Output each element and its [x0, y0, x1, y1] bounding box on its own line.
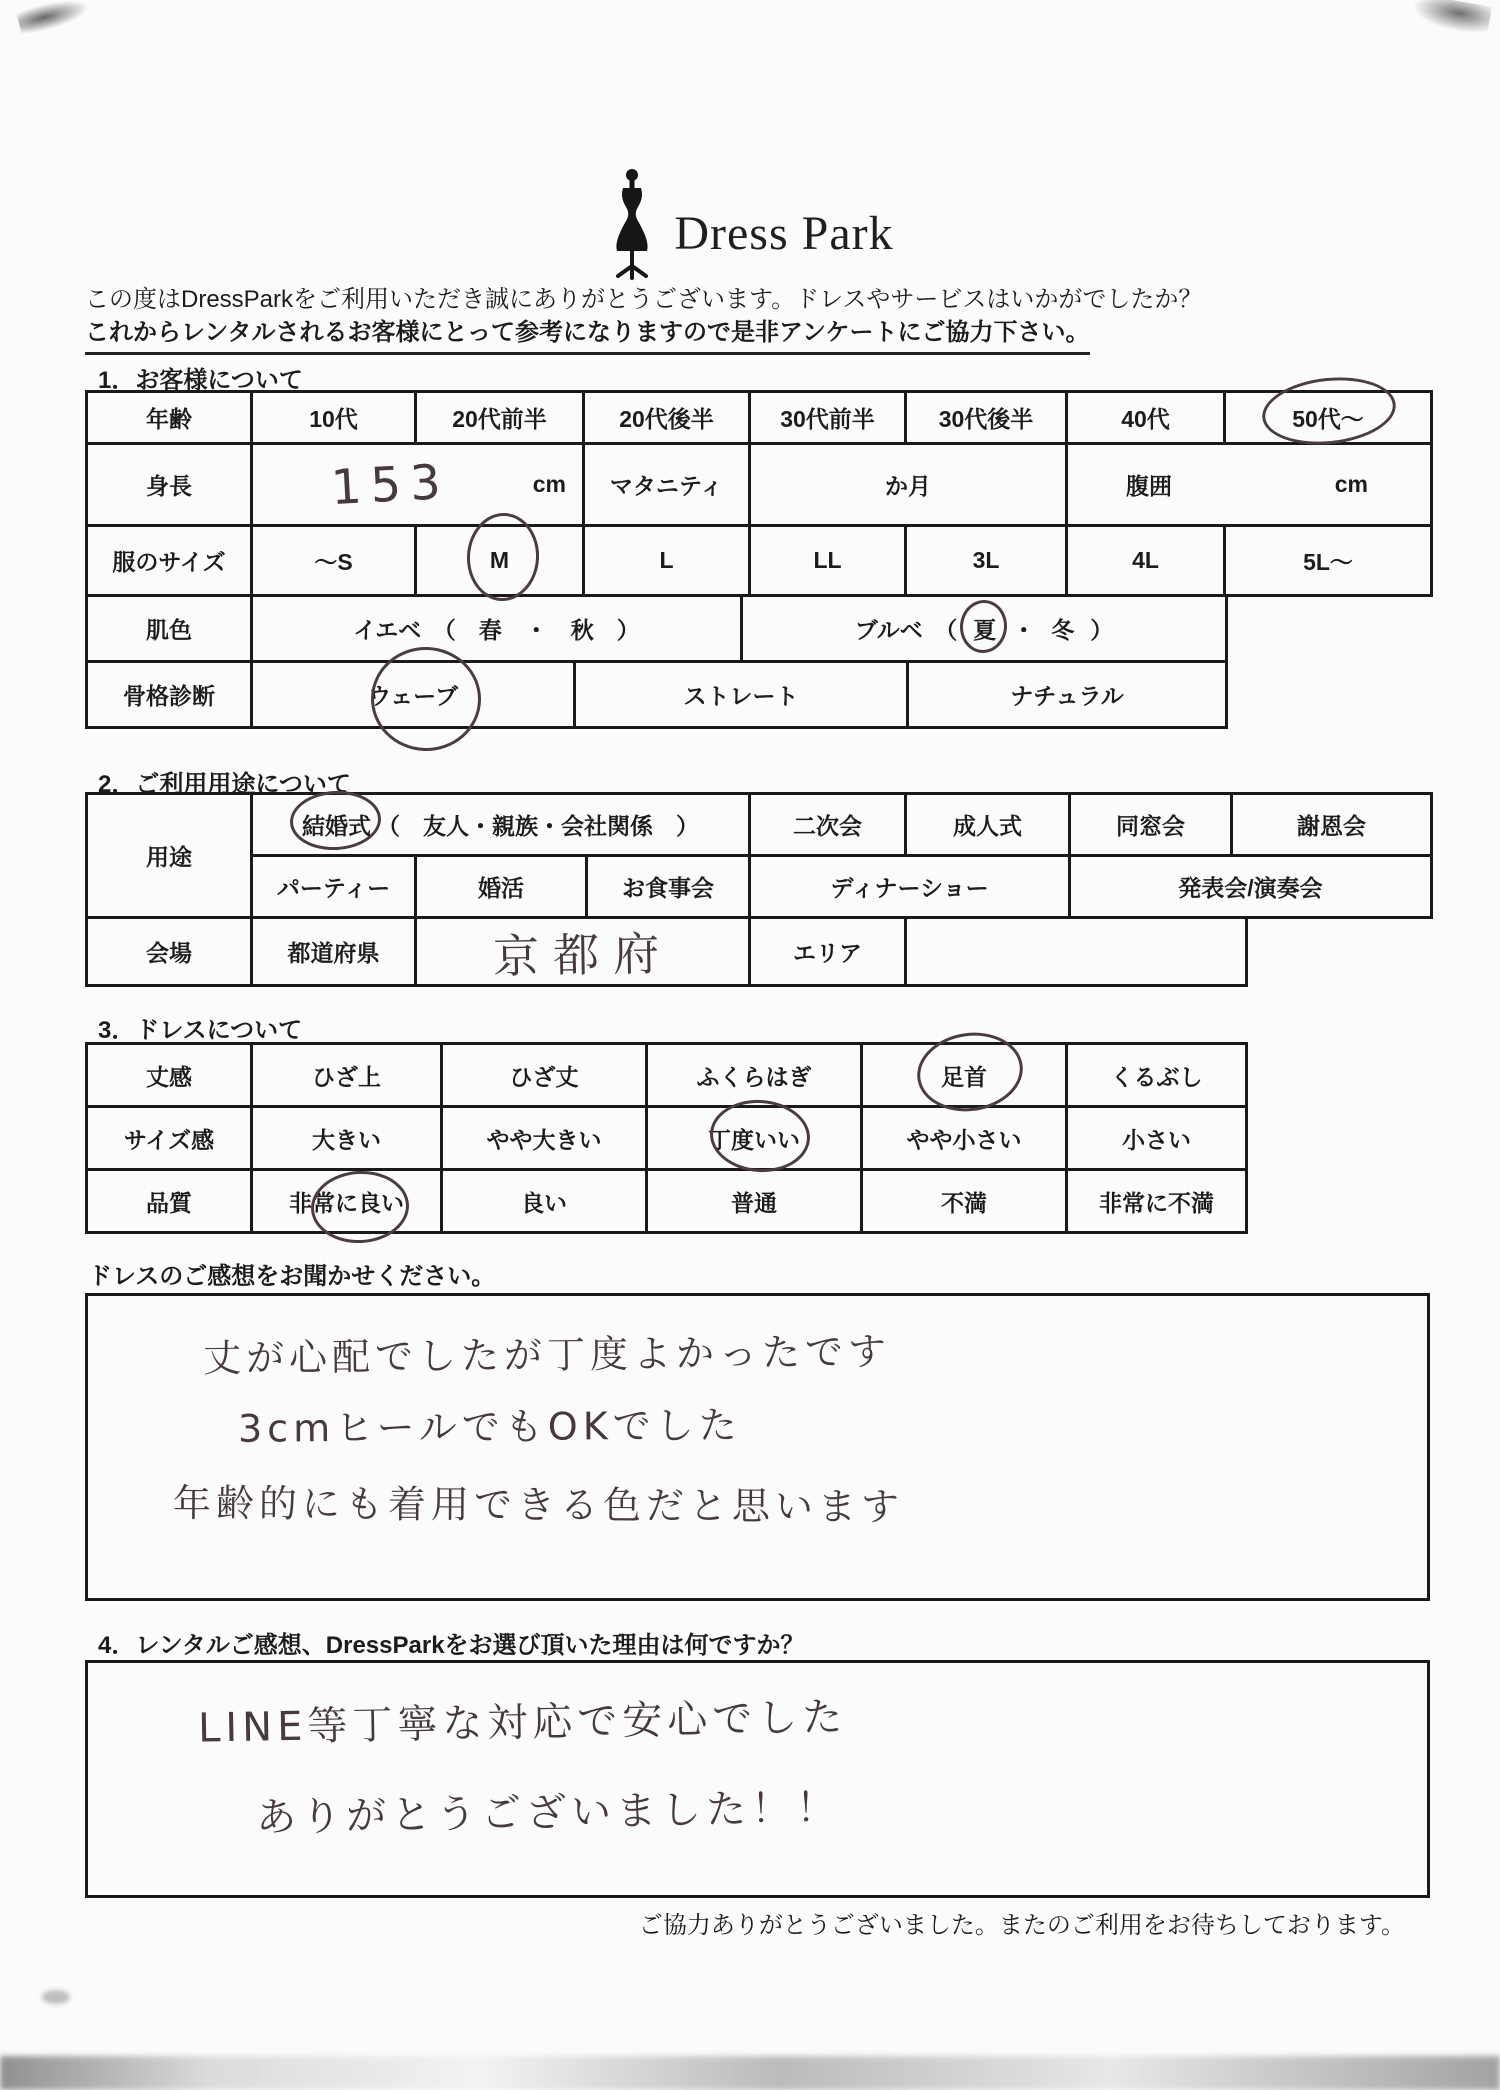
- age-option: 30代前半: [751, 393, 907, 445]
- fit-option-selected: [648, 1108, 863, 1171]
- height-unit: cm: [532, 471, 566, 497]
- dress-feedback-prompt: ドレスのご感想をお聞かせください。: [88, 1263, 496, 1290]
- size-option-selected: [417, 527, 585, 597]
- handwritten-comment-line: 年齢的にも着用できる色だと思います: [172, 1481, 905, 1529]
- purpose-option: お食事会: [588, 857, 751, 919]
- area-value-cell: [907, 919, 1248, 987]
- scan-artifact: [42, 1990, 70, 2004]
- skin-label-cell: 肌色: [88, 597, 253, 663]
- quality-label-cell: 品質: [88, 1171, 253, 1234]
- handwritten-comment-line: ありがとうございました！！: [255, 1784, 842, 1842]
- skin-blue-winter: 冬: [1051, 617, 1075, 643]
- purpose-option: ディナーショー: [751, 857, 1071, 919]
- height-label-cell: 身長: [88, 445, 253, 527]
- size-option: 3L: [907, 527, 1068, 597]
- size-label-cell: 服のサイズ: [88, 527, 253, 597]
- handwritten-prefecture: 京都府: [492, 925, 674, 984]
- fit-option: 小さい: [1068, 1108, 1248, 1171]
- maternity-label-cell: マタニティ: [585, 445, 751, 527]
- purpose-label-cell: 用途: [88, 795, 253, 919]
- footer-note: ご協力ありがとうございました。またのご利用をお待ちしております。: [638, 1912, 1405, 1939]
- fit-label-cell: サイズ感: [88, 1108, 253, 1171]
- length-option: ひざ上: [253, 1045, 443, 1108]
- size-option: 4L: [1068, 527, 1226, 597]
- purpose-option: 同窓会: [1071, 795, 1233, 857]
- size-option-label: M: [489, 547, 510, 573]
- section1-title: 1．お客様について: [98, 367, 303, 394]
- quality-option-selected: [253, 1171, 443, 1234]
- intro-line-1: この度はDressParkをご利用いただき誠にありがとうございます。ドレスやサービスはいかがでしたか？: [85, 286, 1203, 313]
- waist-cell: [1068, 445, 1433, 527]
- wedding-label: 結婚式: [302, 808, 371, 841]
- size-option: ～S: [253, 527, 417, 597]
- purpose-option: 発表会/演奏会: [1071, 857, 1433, 919]
- skin-blue-suffix: ）: [1090, 617, 1114, 643]
- skeleton-option: ナチュラル: [909, 663, 1228, 729]
- wedding-detail: （ 友人・親族・会社関係 ）: [377, 813, 699, 839]
- handwritten-comment-line: LINE等丁寧な対応で安心でした: [197, 1694, 848, 1752]
- skeleton-option-label: ウェーブ: [368, 683, 458, 709]
- usage-table: [85, 792, 1433, 987]
- age-option: 40代: [1068, 393, 1226, 445]
- skeleton-option: ストレート: [576, 663, 909, 729]
- length-option-selected: [863, 1045, 1068, 1108]
- length-label-cell: 丈感: [88, 1045, 253, 1108]
- length-option: くるぶし: [1068, 1045, 1248, 1108]
- skin-blue-prefix: ブルベ （: [854, 617, 958, 643]
- scan-artifact: [16, 0, 92, 36]
- scan-artifact: [0, 2056, 1500, 2090]
- area-label-cell: エリア: [751, 919, 907, 987]
- fit-option-label: 丁度いい: [708, 1126, 800, 1153]
- age-option: 10代: [253, 393, 417, 445]
- skin-blue-summer-selected: 夏: [973, 612, 996, 645]
- quality-option-label: 非常に良い: [289, 1189, 404, 1216]
- age-option-label: 50代～: [1292, 406, 1364, 432]
- maternity-months-cell: か月: [751, 445, 1068, 527]
- quality-option: 良い: [443, 1171, 648, 1234]
- purpose-option: 謝恩会: [1233, 795, 1433, 857]
- handwritten-comment-line: 3cmヒールでもOKでした: [237, 1403, 742, 1451]
- customer-info-table: [85, 390, 1433, 729]
- prefecture-value-cell: [417, 919, 751, 987]
- size-option: L: [585, 527, 751, 597]
- height-value-cell: [253, 445, 585, 527]
- venue-label-cell: 会場: [88, 919, 253, 987]
- age-option: 20代後半: [585, 393, 751, 445]
- fit-option: やや大きい: [443, 1108, 648, 1171]
- purpose-option: 二次会: [751, 795, 907, 857]
- purpose-wedding-selected: [253, 795, 751, 857]
- size-option: LL: [751, 527, 907, 597]
- intro-line-2: これからレンタルされるお客様にとって参考になりますので是非アンケートにご協力下さい。: [85, 312, 1090, 355]
- fit-option: やや小さい: [863, 1108, 1068, 1171]
- length-option-label: 足首: [941, 1063, 987, 1090]
- section2-title: 2．ご利用用途について: [98, 771, 351, 798]
- purpose-option: 成人式: [907, 795, 1071, 857]
- brand-logo: [0, 168, 1500, 285]
- age-label-cell: 年齢: [88, 393, 253, 445]
- prefecture-label-cell: 都道府県: [253, 919, 417, 987]
- age-option-selected: [1226, 393, 1433, 445]
- waist-unit: cm: [1334, 471, 1368, 497]
- length-option: ふくらはぎ: [648, 1045, 863, 1108]
- reason-comment-box: [85, 1660, 1430, 1898]
- dress-comment-box: [85, 1293, 1430, 1601]
- skeleton-label-cell: 骨格診断: [88, 663, 253, 729]
- section3-title: 3．ドレスについて: [98, 1017, 303, 1044]
- skin-blue-cell: [743, 597, 1228, 663]
- age-option: 20代前半: [417, 393, 585, 445]
- size-option: 5L～: [1226, 527, 1433, 597]
- quality-option: 普通: [648, 1171, 863, 1234]
- skin-blue-dot: ・: [1012, 617, 1036, 643]
- quality-option: 不満: [863, 1171, 1068, 1234]
- dress-form-icon: [606, 168, 658, 285]
- scan-artifact: [1410, 0, 1492, 37]
- handwritten-height: 153: [329, 453, 452, 516]
- waist-label: 腹囲: [1126, 473, 1172, 499]
- handwritten-comment-line: 丈が心配でしたが丁度よかったです: [202, 1329, 892, 1381]
- reason-feedback-prompt: 4．レンタルご感想、DressParkをお選び頂いた理由は何ですか？: [98, 1632, 805, 1659]
- brand-name: Dress Park: [674, 207, 894, 260]
- length-option: ひざ丈: [443, 1045, 648, 1108]
- quality-option: 非常に不満: [1068, 1171, 1248, 1234]
- skin-yellow-cell: イエベ （ 春 ・ 秋 ）: [253, 597, 743, 663]
- age-option: 30代後半: [907, 393, 1068, 445]
- skeleton-option-selected: [253, 663, 576, 729]
- purpose-option: 婚活: [417, 857, 588, 919]
- purpose-option: パーティー: [253, 857, 417, 919]
- fit-option: 大きい: [253, 1108, 443, 1171]
- dress-rating-table: [85, 1042, 1248, 1234]
